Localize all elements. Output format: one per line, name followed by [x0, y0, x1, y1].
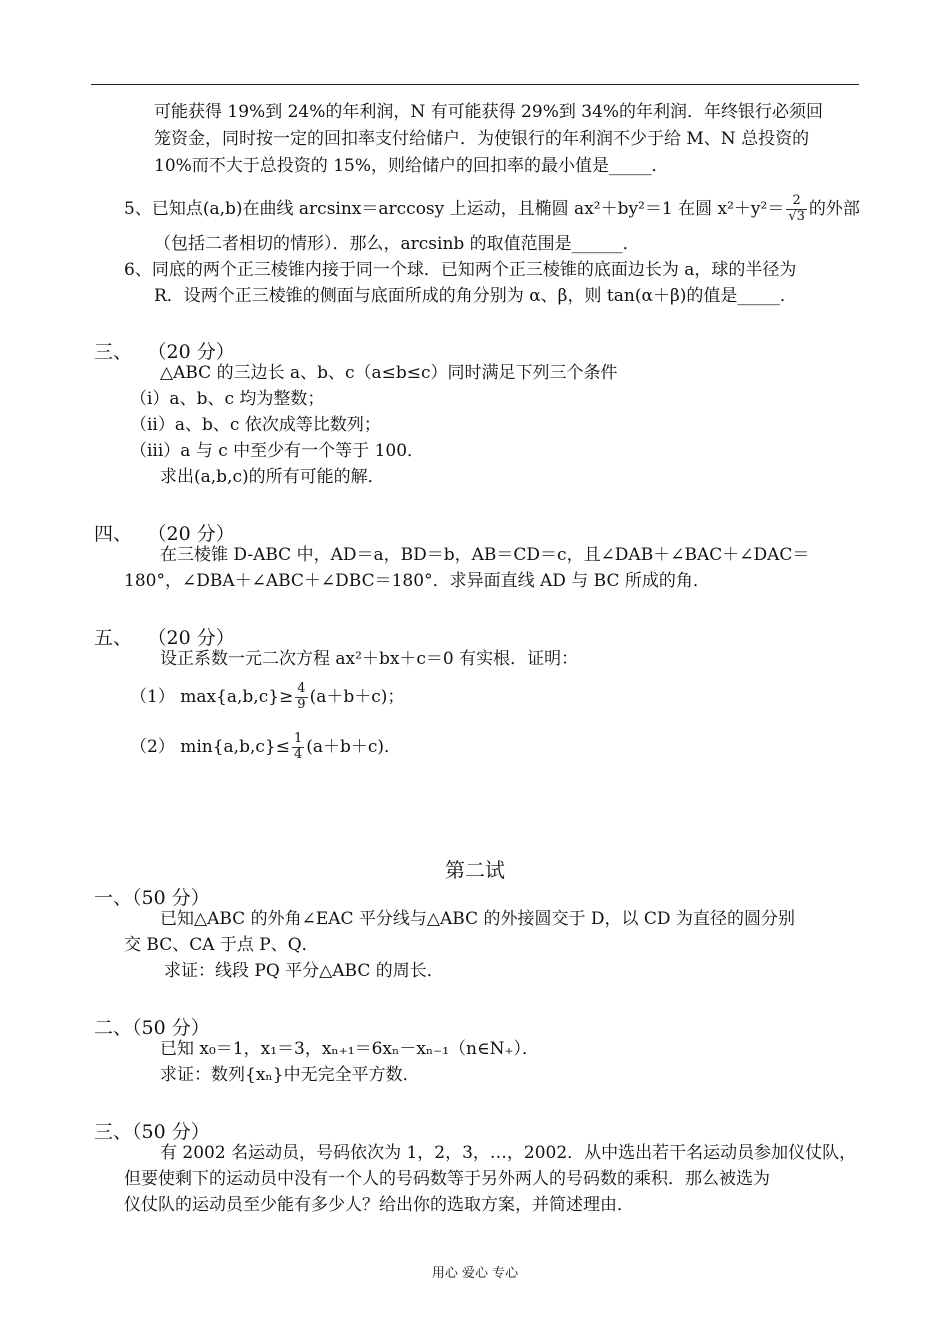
text-segment: 的外部 — [808, 198, 860, 219]
text-line: 设正系数一元二次方程 ax²＋bx＋c＝0 有实根．证明： — [160, 649, 579, 669]
section-heading: 三、 （20 分） — [94, 341, 235, 363]
text-line: 10%而不大于总投资的 15%，则给储户的回扣率的最小值是_____． — [154, 156, 669, 176]
fraction-numerator: 1 — [293, 731, 303, 746]
page-footer: 用心 爱心 专心 — [431, 1266, 519, 1281]
text-line: 6、同底的两个正三棱锥内接于同一个球．已知两个正三棱锥的底面边长为 a，球的半径为 — [124, 260, 797, 280]
text-line: 笼资金，同时按一定的回扣率支付给储户．为使银行的年利润不少于给 M、N 总投资的 — [154, 129, 810, 149]
text-line: 求出(a,b,c)的所有可能的解． — [160, 467, 385, 487]
fraction — [786, 194, 807, 225]
fraction-numerator: 2 — [786, 194, 807, 210]
text-line: 有 2002 名运动员，号码依次为 1，2，3，…，2002．从中选出若干名运动员参加仪仗队， — [160, 1143, 857, 1163]
section-title: 第二试 — [445, 858, 505, 882]
fraction — [295, 682, 307, 713]
text-line: 但要使剩下的运动员中没有一个人的号码数等于另外两人的号码数的乘积．那么被选为 — [124, 1169, 770, 1189]
text-line: 交 BC、CA 于点 P、Q． — [124, 935, 319, 955]
text-line: （包括二者相切的情形）．那么，arcsinb 的取值范围是______． — [154, 234, 640, 254]
text-segment: （1） max{a,b,c}≥ — [130, 686, 294, 707]
section-heading: 五、 （20 分） — [94, 627, 235, 649]
fraction-denominator: √3 — [788, 208, 805, 224]
text-line: 可能获得 19%到 24%的年利润，N 有可能获得 29%到 34%的年利润．年终银行必须回 — [154, 102, 824, 122]
fraction-denominator: 4 — [293, 746, 303, 762]
inequality-line — [130, 732, 401, 763]
text-line: （iii）a 与 c 中至少有一个等于 100． — [130, 441, 425, 461]
text-line: 180°，∠DBA＋∠ABC＋∠DBC＝180°．求异面直线 AD 与 BC 所成的角． — [124, 571, 710, 591]
text-line: （ii）a、b、c 依次成等比数列； — [130, 415, 381, 435]
text-segment: 5、已知点(a,b)在曲线 arcsinx＝arccosy 上运动，且椭圆 ax²＋by²＝1 在圆 x²＋y²＝ — [124, 198, 785, 219]
text-line: △ABC 的三边长 a、b、c（a≤b≤c）同时满足下列三个条件 — [160, 363, 618, 383]
text-line: 已知 x₀＝1，x₁＝3，xₙ₊₁＝6xₙ－xₙ₋₁（n∈N₊）． — [160, 1039, 539, 1059]
section-heading: 一、（50 分） — [94, 887, 210, 909]
text-line: 在三棱锥 D-ABC 中，AD＝a，BD＝b，AB＝CD＝c，且∠DAB＋∠BAC＋∠DAC＝ — [160, 545, 810, 565]
text-line: 求证：线段 PQ 平分△ABC 的周长． — [164, 961, 444, 981]
section-heading: 四、 （20 分） — [94, 523, 235, 545]
text-line: （i）a、b、c 均为整数； — [130, 389, 325, 409]
text-line: 求证：数列{xₙ}中无完全平方数． — [160, 1065, 420, 1085]
text-segment: (a＋b＋c)； — [309, 686, 405, 707]
fraction — [292, 732, 304, 763]
problem-5-line — [124, 194, 860, 225]
section-heading: 三、（50 分） — [94, 1121, 210, 1143]
section-heading: 二、（50 分） — [94, 1017, 210, 1039]
text-line: 已知△ABC 的外角∠EAC 平分线与△ABC 的外接圆交于 D，以 CD 为直径的圆分别 — [160, 909, 795, 929]
text-segment: （2） min{a,b,c}≤ — [130, 736, 290, 757]
text-line: 仪仗队的运动员至少能有多少人？给出你的选取方案，并简述理由． — [124, 1195, 634, 1215]
fraction-numerator: 4 — [297, 681, 306, 696]
fraction-denominator: 9 — [297, 696, 306, 712]
inequality-line — [130, 682, 404, 713]
text-line: R．设两个正三棱锥的侧面与底面所成的角分别为 α、β，则 tan(α＋β)的值是_____． — [154, 286, 797, 306]
header-rule — [91, 84, 859, 85]
text-segment: (a＋b＋c)． — [306, 736, 402, 757]
